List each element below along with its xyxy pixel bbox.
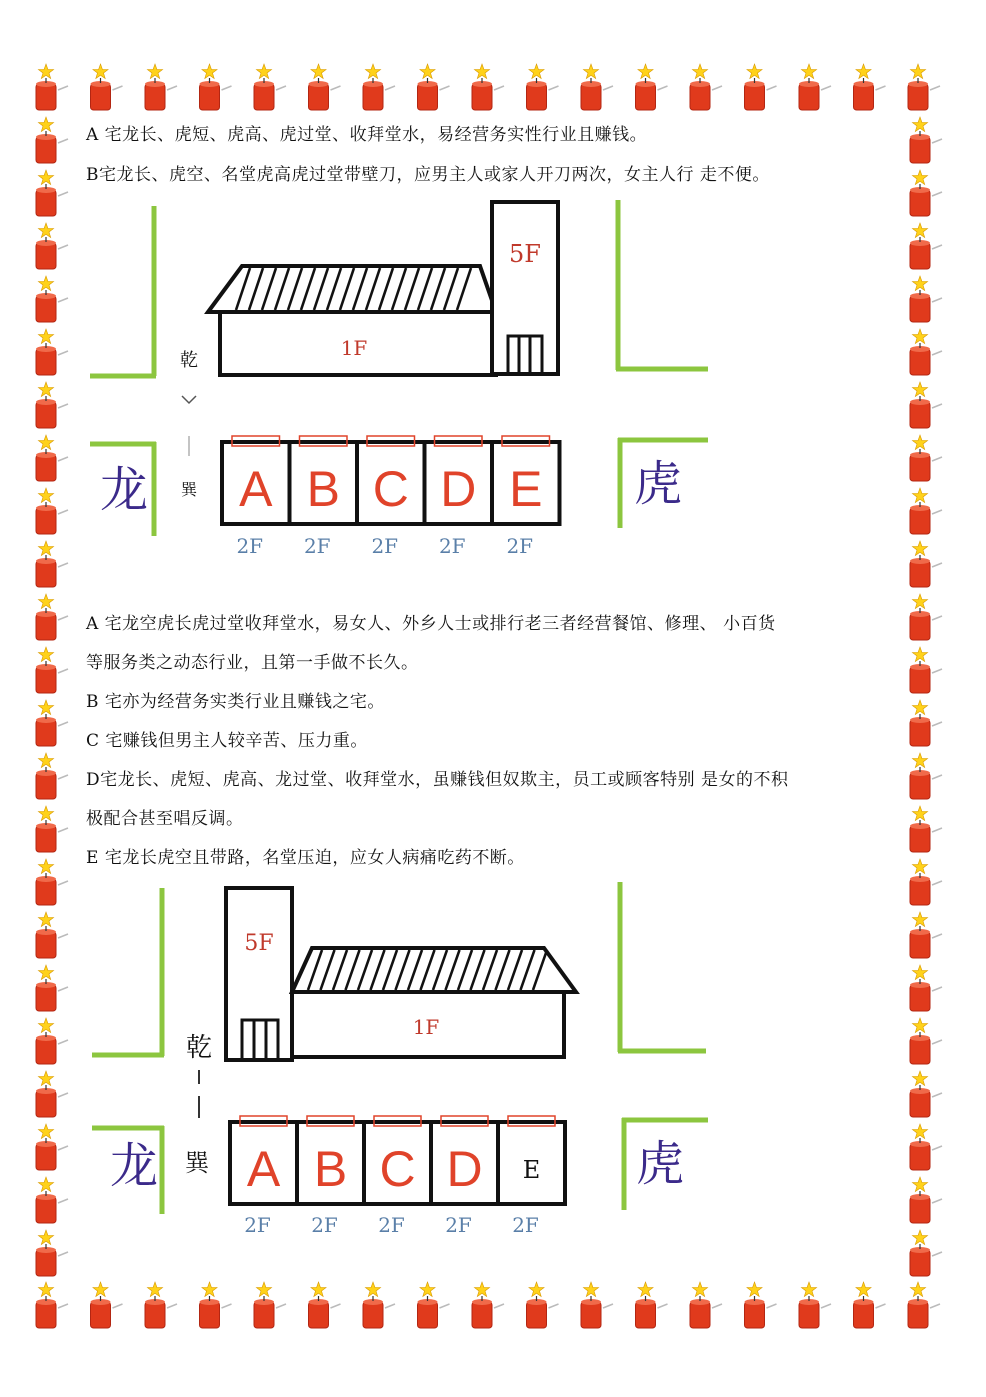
shop-row [230,1116,565,1237]
shop-floor-label: 2F [371,534,399,558]
five-floor-label: 5F [244,931,274,956]
dragon-wall-upper [92,888,164,1056]
one-floor-label: 1F [340,336,368,360]
section1-line-1: A 宅龙长、虎短、虎高、虎过堂、收拜堂水，易经营务实性行业且赚钱。 [86,125,648,145]
tiger-wall-upper [618,882,706,1052]
shop-floor-label: 2F [303,534,331,558]
shop-floor-label: 2F [512,1213,539,1237]
one-floor-building [292,948,576,1057]
section2-line-4: C 宅赚钱但男主人较辛苦、压力重。 [86,731,368,751]
section2-line-7: E 宅龙长虎空且带路，名堂压迫，应女人病痛吃药不断。 [86,848,525,868]
shop-letter: E [522,1155,541,1184]
section2-line-5: D宅龙长、虎短、虎高、龙过堂、收拜堂水，虽赚钱但奴欺主，员工或顾客特别 是女的不积 [86,770,789,790]
five-floor-building [226,888,292,1060]
shop-floor-label: 2F [438,534,466,558]
shop-letter: A [246,1140,281,1197]
shop-letter: C [372,460,409,517]
shop-letter: C [379,1140,416,1197]
shop-floor-label: 2F [445,1213,472,1237]
section2-line-2: 等服务类之动态行业，且第一手做不长久。 [86,653,419,673]
tiger-label: 虎 [633,456,683,512]
shop-letter: B [313,1140,348,1197]
five-floor-label: 5F [509,240,541,268]
shop-a [230,1116,297,1237]
shop-letter: D [446,1140,483,1197]
qian-label: 乾 [185,1033,213,1063]
shop-b [297,1116,364,1237]
shop-floor-label: 2F [244,1213,271,1237]
shop-floor-label: 2F [378,1213,405,1237]
dragon-label: 龙 [99,462,149,518]
shop-e [498,1116,565,1237]
shop-c [364,1116,431,1237]
dragon-label: 龙 [109,1138,159,1194]
xun-label: 巽 [180,480,198,499]
xun-label: 巽 [185,1149,209,1177]
shop-letter: B [306,460,340,517]
section2-line-6: 极配合甚至唱反调。 [86,809,244,829]
shop-floor-label: 2F [236,534,264,558]
one-floor-label: 1F [412,1015,440,1039]
shop-letter: E [509,460,543,517]
shop-floor-label: 2F [506,534,534,558]
section2-line-1: A 宅龙空虎长虎过堂收拜堂水，易女人、外乡人士或排行老三者经营餐馆、修理、 小百货 [86,614,776,634]
qian-label: 乾 [180,350,198,371]
shop-floor-label: 2F [311,1213,338,1237]
shop-letter: A [239,460,273,517]
section1-line-2: B宅龙长、虎空、名堂虎高虎过堂带壁刀，应男主人或家人开刀两次，女主人行 走不便。 [86,165,770,185]
shop-letter: D [440,460,477,517]
section2-line-3: B 宅亦为经营务实类行业且赚钱之宅。 [86,692,385,712]
shop-d [431,1116,498,1237]
tiger-label: 虎 [635,1136,685,1192]
